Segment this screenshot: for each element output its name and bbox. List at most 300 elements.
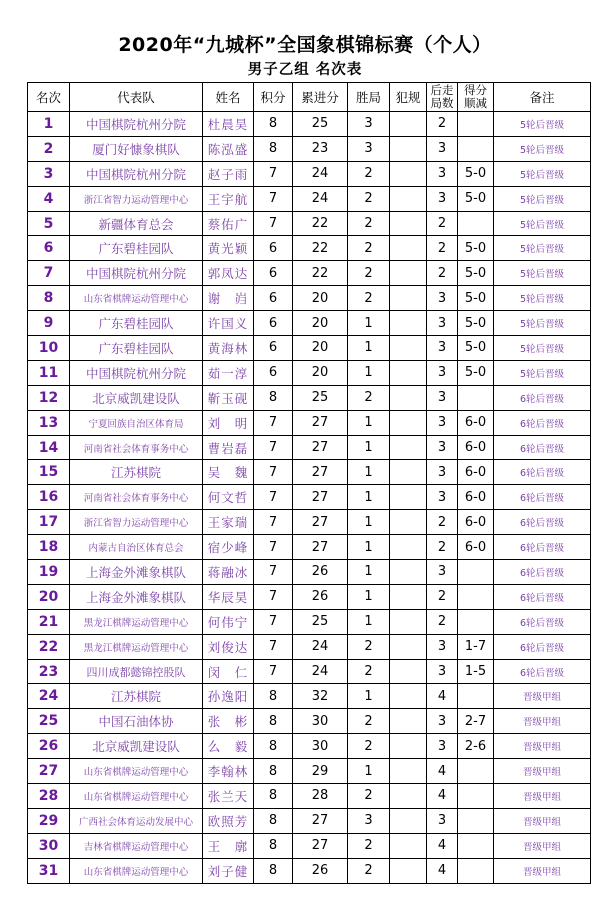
- cell-note: 6轮后晋级: [494, 584, 591, 609]
- cell-reduce: 5-0: [458, 161, 494, 186]
- cell-points: 8: [254, 858, 293, 883]
- cell-fouls: [390, 560, 427, 585]
- cell-name: 王 廓: [203, 833, 254, 858]
- table-row: [28, 609, 591, 634]
- cell-wins: 3: [348, 136, 390, 161]
- cell-points: 7: [254, 435, 293, 460]
- cell-fouls: [390, 634, 427, 659]
- cell-points: 7: [254, 485, 293, 510]
- cell-name: 华辰昊: [203, 584, 254, 609]
- table-row: [28, 684, 591, 709]
- cell-black: 3: [427, 560, 458, 585]
- cell-rank: 15: [28, 460, 70, 485]
- cell-cumulative: 23: [293, 136, 348, 161]
- cell-cumulative: 27: [293, 535, 348, 560]
- header-cumulative: 累进分: [293, 83, 348, 112]
- cell-team: 广西社会体育运动发展中心: [70, 808, 203, 833]
- cell-wins: 1: [348, 460, 390, 485]
- table-row: [28, 360, 591, 385]
- cell-note: 6轮后晋级: [494, 410, 591, 435]
- cell-note: 晋级甲组: [494, 784, 591, 809]
- cell-points: 6: [254, 311, 293, 336]
- cell-reduce: [458, 211, 494, 236]
- cell-note: 5轮后晋级: [494, 286, 591, 311]
- table-row: [28, 709, 591, 734]
- cell-points: 7: [254, 560, 293, 585]
- cell-wins: 3: [348, 808, 390, 833]
- cell-rank: 23: [28, 659, 70, 684]
- cell-team: 广东碧桂园队: [70, 236, 203, 261]
- cell-rank: 21: [28, 609, 70, 634]
- cell-wins: 2: [348, 161, 390, 186]
- cell-cumulative: 20: [293, 286, 348, 311]
- cell-rank: 17: [28, 510, 70, 535]
- cell-black: 4: [427, 684, 458, 709]
- cell-note: 6轮后晋级: [494, 385, 591, 410]
- cell-black: 3: [427, 634, 458, 659]
- cell-points: 8: [254, 808, 293, 833]
- cell-black: 3: [427, 709, 458, 734]
- cell-team: 中国棋院杭州分院: [70, 112, 203, 137]
- cell-points: 8: [254, 136, 293, 161]
- cell-fouls: [390, 759, 427, 784]
- cell-reduce: 6-0: [458, 510, 494, 535]
- cell-wins: 2: [348, 784, 390, 809]
- cell-wins: 2: [348, 634, 390, 659]
- cell-points: 8: [254, 734, 293, 759]
- table-row: [28, 510, 591, 535]
- cell-name: 宿少峰: [203, 535, 254, 560]
- cell-note: 5轮后晋级: [494, 261, 591, 286]
- cell-points: 7: [254, 609, 293, 634]
- table-row: [28, 336, 591, 361]
- cell-team: 厦门好慷象棋队: [70, 136, 203, 161]
- cell-rank: 10: [28, 336, 70, 361]
- cell-points: 7: [254, 211, 293, 236]
- cell-fouls: [390, 858, 427, 883]
- cell-team: 河南省社会体育事务中心: [70, 485, 203, 510]
- cell-note: 6轮后晋级: [494, 560, 591, 585]
- cell-fouls: [390, 784, 427, 809]
- cell-cumulative: 22: [293, 211, 348, 236]
- cell-black: 2: [427, 510, 458, 535]
- cell-points: 7: [254, 410, 293, 435]
- cell-rank: 19: [28, 560, 70, 585]
- cell-rank: 31: [28, 858, 70, 883]
- table-row: [28, 311, 591, 336]
- cell-note: 5轮后晋级: [494, 211, 591, 236]
- cell-reduce: 2-7: [458, 709, 494, 734]
- cell-rank: 27: [28, 759, 70, 784]
- cell-name: 何文哲: [203, 485, 254, 510]
- cell-black: 2: [427, 261, 458, 286]
- cell-cumulative: 22: [293, 236, 348, 261]
- cell-team: 中国棋院杭州分院: [70, 360, 203, 385]
- cell-team: 内蒙古自治区体育总会: [70, 535, 203, 560]
- cell-black: 3: [427, 435, 458, 460]
- cell-fouls: [390, 236, 427, 261]
- cell-name: 杜晨昊: [203, 112, 254, 137]
- cell-note: 晋级甲组: [494, 684, 591, 709]
- cell-cumulative: 26: [293, 858, 348, 883]
- cell-note: 6轮后晋级: [494, 634, 591, 659]
- cell-name: 王家瑞: [203, 510, 254, 535]
- cell-cumulative: 27: [293, 460, 348, 485]
- cell-rank: 24: [28, 684, 70, 709]
- cell-name: 张 彬: [203, 709, 254, 734]
- table-row: [28, 560, 591, 585]
- cell-team: 广东碧桂园队: [70, 311, 203, 336]
- cell-team: 吉林省棋牌运动管理中心: [70, 833, 203, 858]
- cell-wins: 1: [348, 560, 390, 585]
- header-team: 代表队: [70, 83, 203, 112]
- cell-note: 晋级甲组: [494, 709, 591, 734]
- cell-wins: 2: [348, 734, 390, 759]
- cell-rank: 2: [28, 136, 70, 161]
- cell-note: 5轮后晋级: [494, 112, 591, 137]
- cell-rank: 20: [28, 584, 70, 609]
- cell-team: 河南省社会体育事务中心: [70, 435, 203, 460]
- cell-cumulative: 22: [293, 261, 348, 286]
- table-row: [28, 784, 591, 809]
- cell-rank: 25: [28, 709, 70, 734]
- header-score-reduce-line1: 得分: [464, 83, 487, 97]
- header-name: 姓名: [203, 83, 254, 112]
- cell-black: 4: [427, 833, 458, 858]
- cell-fouls: [390, 136, 427, 161]
- cell-black: 3: [427, 385, 458, 410]
- table-row: [28, 186, 591, 211]
- cell-fouls: [390, 261, 427, 286]
- cell-cumulative: 24: [293, 186, 348, 211]
- cell-fouls: [390, 584, 427, 609]
- table-row: [28, 236, 591, 261]
- table-row: [28, 634, 591, 659]
- cell-black: 2: [427, 609, 458, 634]
- cell-wins: 1: [348, 485, 390, 510]
- cell-fouls: [390, 510, 427, 535]
- cell-rank: 16: [28, 485, 70, 510]
- cell-reduce: [458, 784, 494, 809]
- cell-wins: 1: [348, 584, 390, 609]
- cell-black: 3: [427, 410, 458, 435]
- cell-black: 4: [427, 759, 458, 784]
- cell-note: 6轮后晋级: [494, 609, 591, 634]
- cell-wins: 2: [348, 261, 390, 286]
- cell-wins: 1: [348, 684, 390, 709]
- cell-note: 晋级甲组: [494, 808, 591, 833]
- cell-rank: 13: [28, 410, 70, 435]
- cell-rank: 8: [28, 286, 70, 311]
- cell-black: 3: [427, 186, 458, 211]
- header-wins: 胜局: [348, 83, 390, 112]
- cell-note: 晋级甲组: [494, 734, 591, 759]
- cell-wins: 2: [348, 709, 390, 734]
- table-row: [28, 460, 591, 485]
- cell-reduce: [458, 808, 494, 833]
- cell-team: 北京威凯建设队: [70, 734, 203, 759]
- cell-note: 6轮后晋级: [494, 659, 591, 684]
- cell-reduce: [458, 684, 494, 709]
- cell-fouls: [390, 112, 427, 137]
- cell-black: 4: [427, 858, 458, 883]
- cell-wins: 2: [348, 858, 390, 883]
- table-row: [28, 535, 591, 560]
- cell-team: 广东碧桂园队: [70, 336, 203, 361]
- cell-name: 靳玉砚: [203, 385, 254, 410]
- cell-team: 黑龙江棋牌运动管理中心: [70, 609, 203, 634]
- cell-reduce: [458, 833, 494, 858]
- cell-reduce: 5-0: [458, 236, 494, 261]
- table-row: [28, 858, 591, 883]
- cell-team: 新疆体育总会: [70, 211, 203, 236]
- cell-reduce: 6-0: [458, 460, 494, 485]
- cell-reduce: [458, 584, 494, 609]
- cell-reduce: [458, 759, 494, 784]
- cell-black: 3: [427, 808, 458, 833]
- cell-team: 浙江省智力运动管理中心: [70, 510, 203, 535]
- cell-cumulative: 25: [293, 112, 348, 137]
- cell-black: 3: [427, 485, 458, 510]
- cell-name: 欧照芳: [203, 808, 254, 833]
- cell-rank: 6: [28, 236, 70, 261]
- cell-reduce: 5-0: [458, 311, 494, 336]
- cell-note: 6轮后晋级: [494, 435, 591, 460]
- cell-black: 2: [427, 211, 458, 236]
- table-row: [28, 112, 591, 137]
- header-score-reduce-line2: 顺减: [464, 96, 487, 110]
- cell-reduce: [458, 609, 494, 634]
- cell-points: 8: [254, 684, 293, 709]
- cell-points: 7: [254, 584, 293, 609]
- cell-black: 2: [427, 535, 458, 560]
- cell-fouls: [390, 336, 427, 361]
- cell-reduce: 2-6: [458, 734, 494, 759]
- header-points: 积分: [254, 83, 293, 112]
- cell-fouls: [390, 211, 427, 236]
- cell-black: 2: [427, 584, 458, 609]
- cell-team: 北京威凯建设队: [70, 385, 203, 410]
- table-row: [28, 808, 591, 833]
- cell-wins: 1: [348, 609, 390, 634]
- cell-points: 7: [254, 510, 293, 535]
- cell-cumulative: 27: [293, 410, 348, 435]
- cell-wins: 1: [348, 435, 390, 460]
- header-fouls: 犯规: [390, 83, 427, 112]
- cell-name: 吴 魏: [203, 460, 254, 485]
- cell-team: 宁夏回族自治区体育局: [70, 410, 203, 435]
- cell-fouls: [390, 535, 427, 560]
- cell-wins: 3: [348, 112, 390, 137]
- table-row: [28, 161, 591, 186]
- cell-cumulative: 26: [293, 560, 348, 585]
- cell-note: 6轮后晋级: [494, 460, 591, 485]
- cell-fouls: [390, 659, 427, 684]
- cell-team: 中国石油体协: [70, 709, 203, 734]
- table-row: [28, 286, 591, 311]
- cell-team: 四川成都懿锦控股队: [70, 659, 203, 684]
- cell-wins: 2: [348, 833, 390, 858]
- cell-note: 5轮后晋级: [494, 236, 591, 261]
- table-row: [28, 833, 591, 858]
- cell-note: 6轮后晋级: [494, 510, 591, 535]
- cell-wins: 1: [348, 510, 390, 535]
- cell-wins: 2: [348, 186, 390, 211]
- table-row: [28, 485, 591, 510]
- header-rank: 名次: [28, 83, 70, 112]
- cell-note: 晋级甲组: [494, 858, 591, 883]
- cell-cumulative: 27: [293, 833, 348, 858]
- cell-name: 黄光颖: [203, 236, 254, 261]
- cell-name: 刘俊达: [203, 634, 254, 659]
- table-row: [28, 734, 591, 759]
- cell-cumulative: 24: [293, 659, 348, 684]
- cell-team: 上海金外滩象棋队: [70, 584, 203, 609]
- cell-reduce: 5-0: [458, 286, 494, 311]
- cell-name: 蔡佑广: [203, 211, 254, 236]
- cell-cumulative: 32: [293, 684, 348, 709]
- cell-black: 3: [427, 659, 458, 684]
- cell-fouls: [390, 609, 427, 634]
- cell-wins: 1: [348, 410, 390, 435]
- cell-team: 黑龙江棋牌运动管理中心: [70, 634, 203, 659]
- cell-wins: 1: [348, 759, 390, 784]
- table-header-row: [28, 83, 591, 112]
- cell-name: 茹一淳: [203, 360, 254, 385]
- cell-rank: 28: [28, 784, 70, 809]
- cell-wins: 2: [348, 286, 390, 311]
- cell-reduce: [458, 112, 494, 137]
- cell-team: 上海金外滩象棋队: [70, 560, 203, 585]
- cell-fouls: [390, 684, 427, 709]
- cell-name: 曹岩磊: [203, 435, 254, 460]
- cell-cumulative: 30: [293, 709, 348, 734]
- cell-reduce: [458, 560, 494, 585]
- cell-rank: 18: [28, 535, 70, 560]
- cell-reduce: 6-0: [458, 435, 494, 460]
- cell-fouls: [390, 410, 427, 435]
- cell-fouls: [390, 360, 427, 385]
- cell-black: 3: [427, 360, 458, 385]
- cell-fouls: [390, 485, 427, 510]
- cell-note: 5轮后晋级: [494, 186, 591, 211]
- cell-name: 郭凤达: [203, 261, 254, 286]
- cell-cumulative: 29: [293, 759, 348, 784]
- cell-note: 6轮后晋级: [494, 535, 591, 560]
- cell-black: 4: [427, 784, 458, 809]
- cell-note: 6轮后晋级: [494, 485, 591, 510]
- header-black-games-line2: 局数: [430, 96, 454, 110]
- table-row: [28, 385, 591, 410]
- cell-name: 何伟宁: [203, 609, 254, 634]
- cell-name: 闵 仁: [203, 659, 254, 684]
- cell-reduce: 6-0: [458, 535, 494, 560]
- table-body: [28, 112, 591, 884]
- cell-fouls: [390, 734, 427, 759]
- cell-note: 5轮后晋级: [494, 336, 591, 361]
- cell-fouls: [390, 808, 427, 833]
- cell-note: 5轮后晋级: [494, 360, 591, 385]
- cell-name: 赵子雨: [203, 161, 254, 186]
- cell-points: 6: [254, 360, 293, 385]
- header-black-games-line1: 后走: [430, 83, 454, 97]
- page-title: 2020年“九城杯”全国象棋锦标赛（个人）: [118, 34, 492, 56]
- cell-wins: 2: [348, 385, 390, 410]
- cell-black: 3: [427, 161, 458, 186]
- cell-rank: 9: [28, 311, 70, 336]
- cell-fouls: [390, 161, 427, 186]
- cell-team: 江苏棋院: [70, 684, 203, 709]
- cell-name: 张兰天: [203, 784, 254, 809]
- cell-cumulative: 20: [293, 336, 348, 361]
- cell-name: 陈泓盛: [203, 136, 254, 161]
- cell-rank: 22: [28, 634, 70, 659]
- cell-fouls: [390, 286, 427, 311]
- cell-black: 2: [427, 112, 458, 137]
- cell-points: 8: [254, 709, 293, 734]
- table-row: [28, 759, 591, 784]
- cell-black: 3: [427, 136, 458, 161]
- cell-rank: 30: [28, 833, 70, 858]
- cell-black: 3: [427, 460, 458, 485]
- table-row: [28, 584, 591, 609]
- cell-points: 8: [254, 759, 293, 784]
- cell-reduce: 5-0: [458, 186, 494, 211]
- cell-wins: 1: [348, 336, 390, 361]
- table-row: [28, 659, 591, 684]
- cell-rank: 5: [28, 211, 70, 236]
- cell-name: 么 毅: [203, 734, 254, 759]
- cell-wins: 1: [348, 311, 390, 336]
- table-row: [28, 211, 591, 236]
- cell-note: 晋级甲组: [494, 833, 591, 858]
- cell-points: 6: [254, 261, 293, 286]
- cell-black: 3: [427, 311, 458, 336]
- cell-reduce: 6-0: [458, 410, 494, 435]
- cell-team: 中国棋院杭州分院: [70, 161, 203, 186]
- cell-cumulative: 20: [293, 360, 348, 385]
- cell-note: 5轮后晋级: [494, 311, 591, 336]
- cell-rank: 14: [28, 435, 70, 460]
- cell-note: 晋级甲组: [494, 759, 591, 784]
- page-subtitle: 男子乙组 名次表: [247, 61, 363, 78]
- cell-name: 刘子健: [203, 858, 254, 883]
- cell-name: 蒋融冰: [203, 560, 254, 585]
- cell-black: 3: [427, 336, 458, 361]
- cell-points: 7: [254, 161, 293, 186]
- cell-fouls: [390, 186, 427, 211]
- cell-reduce: 5-0: [458, 336, 494, 361]
- cell-fouls: [390, 460, 427, 485]
- cell-points: 6: [254, 336, 293, 361]
- cell-note: 5轮后晋级: [494, 136, 591, 161]
- cell-rank: 26: [28, 734, 70, 759]
- cell-points: 7: [254, 186, 293, 211]
- cell-note: 5轮后晋级: [494, 161, 591, 186]
- cell-points: 6: [254, 286, 293, 311]
- cell-cumulative: 26: [293, 584, 348, 609]
- header-note: 备注: [494, 83, 591, 112]
- cell-points: 6: [254, 236, 293, 261]
- cell-wins: 1: [348, 535, 390, 560]
- cell-cumulative: 27: [293, 435, 348, 460]
- cell-rank: 1: [28, 112, 70, 137]
- cell-team: 江苏棋院: [70, 460, 203, 485]
- cell-wins: 2: [348, 236, 390, 261]
- cell-wins: 2: [348, 211, 390, 236]
- cell-name: 许国义: [203, 311, 254, 336]
- table-row: [28, 435, 591, 460]
